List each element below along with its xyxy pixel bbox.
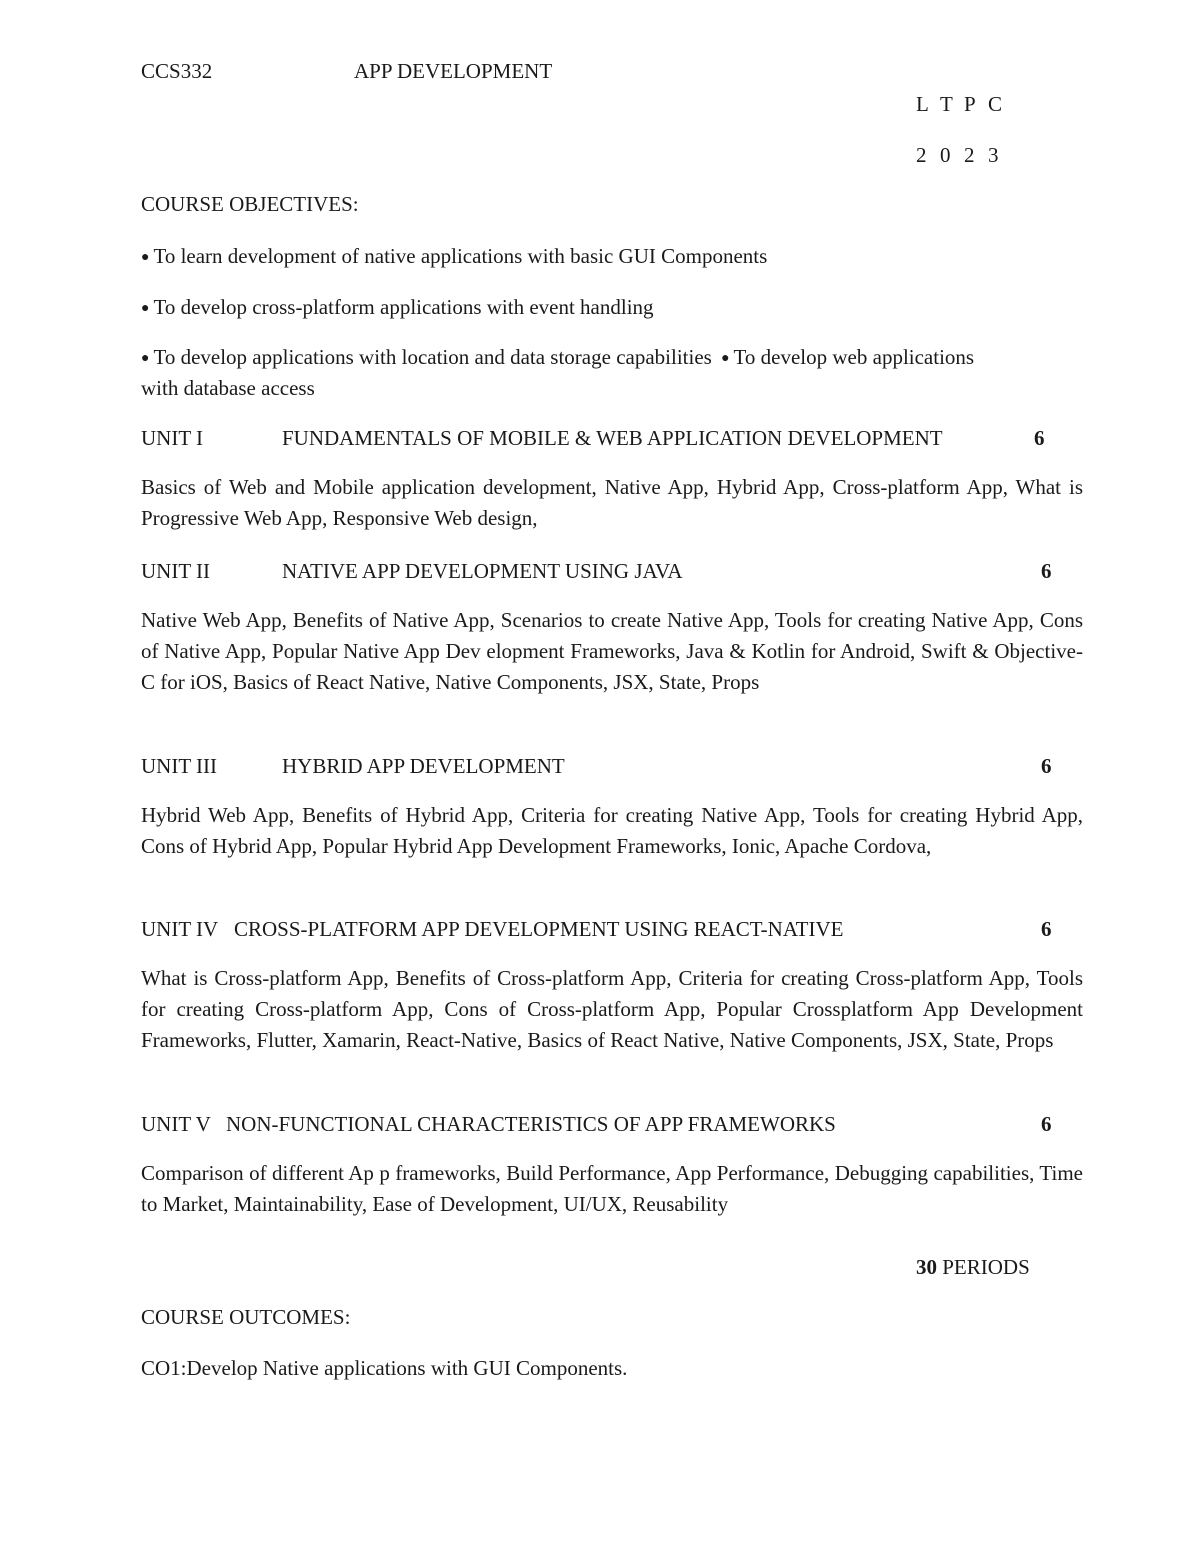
objectives-heading: COURSE OBJECTIVES: <box>141 192 359 216</box>
objective-text: To learn development of native applications with basic GUI Components <box>153 244 768 268</box>
ltpc-value-t: 0 <box>940 143 951 167</box>
unit-code: UNIT V <box>141 1112 211 1136</box>
bullet-icon: ● <box>141 301 150 316</box>
periods-count: 30 <box>916 1255 937 1279</box>
ltpc-label-p: P <box>964 92 976 116</box>
unit-hours: 6 <box>1041 1112 1052 1136</box>
unit-title: FUNDAMENTALS OF MOBILE & WEB APPLICATION DEVELOPMENT <box>282 426 943 450</box>
unit-1-heading <box>141 426 1083 450</box>
unit-title: NON-FUNCTIONAL CHARACTERISTICS OF APP FRAMEWORKS <box>226 1112 836 1136</box>
course-code: CCS332 <box>141 59 213 83</box>
unit-2-heading <box>141 559 1083 583</box>
unit-hours: 6 <box>1041 917 1052 941</box>
unit-4-content: What is Cross-platform App, Benefits of Cross-platform App, Criteria for creating Cross-platform App, Tools for creating Cross-platform App, Cons of Cross-platform App, Popular Crossplatform App Development Frameworks, Flutter, Xamarin, React-Native, Basics of React Native, Native Components, JSX, State, Props <box>141 966 1083 1052</box>
unit-hours: 6 <box>1034 426 1045 450</box>
bullet-icon: ● <box>141 351 150 366</box>
unit-hours: 6 <box>1041 754 1052 778</box>
objective-item-3 <box>141 345 974 370</box>
course-title: APP DEVELOPMENT <box>354 59 553 83</box>
unit-code: UNIT I <box>141 426 204 450</box>
outcomes-heading: COURSE OUTCOMES: <box>141 1305 351 1329</box>
ltpc-labels <box>916 92 1012 117</box>
ltpc-value-c: 3 <box>988 143 999 167</box>
unit-code: UNIT II <box>141 559 211 583</box>
unit-2-content: Native Web App, Benefits of Native App, Scenarios to create Native App, Tools for creating Native App, Cons of Native App, Popular Native App Dev elopment Frameworks, Java & Kotlin for Android, Swift & Objective-C for iOS, Basics of React Native, Native Components, JSX, State, Props <box>141 608 1083 694</box>
bullet-icon: ● <box>141 250 150 265</box>
ltpc-label-c: C <box>988 92 1003 116</box>
unit-4-heading <box>141 917 1083 941</box>
unit-title: CROSS-PLATFORM APP DEVELOPMENT USING REACT-NATIVE <box>234 917 844 941</box>
unit-hours: 6 <box>1041 559 1052 583</box>
unit-3-heading <box>141 754 1083 778</box>
total-periods <box>916 1257 1030 1278</box>
unit-code: UNIT III <box>141 754 218 778</box>
ltpc-label-l: L <box>916 92 929 116</box>
bullet-icon: ● <box>721 351 730 366</box>
objective-item-1 <box>141 244 767 269</box>
ltpc-value-l: 2 <box>916 143 927 167</box>
objective-text: To develop applications with location and data storage capabilities <box>153 345 712 369</box>
unit-3-content: Hybrid Web App, Benefits of Hybrid App, Criteria for creating Native App, Tools for creating Hybrid App, Cons of Hybrid App, Popular Hybrid App Development Frameworks, Ionic, Apache Cordova, <box>141 803 1083 858</box>
unit-title: NATIVE APP DEVELOPMENT USING JAVA <box>282 559 683 583</box>
periods-label: PERIODS <box>942 1255 1030 1279</box>
unit-code: UNIT IV <box>141 917 219 941</box>
objective-item-3-continuation: with database access <box>141 376 315 400</box>
objective-text: To develop cross-platform applications with event handling <box>153 295 654 319</box>
objective-text: To develop web applications <box>733 345 975 369</box>
ltpc-value-p: 2 <box>964 143 975 167</box>
ltpc-label-t: T <box>940 92 953 116</box>
objective-item-2 <box>141 295 654 320</box>
unit-title: HYBRID APP DEVELOPMENT <box>282 754 565 778</box>
unit-1-content: Basics of Web and Mobile application development, Native App, Hybrid App, Cross-platform App, What is Progressive Web App, Responsive Web design, <box>141 475 1083 530</box>
unit-5-heading <box>141 1112 1083 1136</box>
ltpc-values <box>916 143 1012 168</box>
outcome-co1: CO1:Develop Native applications with GUI Components. <box>141 1356 628 1380</box>
unit-5-content: Comparison of different Ap p frameworks, Build Performance, App Performance, Debugging capabilities, Time to Market, Maintainability, Ease of Development, UI/UX, Reusability <box>141 1161 1083 1216</box>
